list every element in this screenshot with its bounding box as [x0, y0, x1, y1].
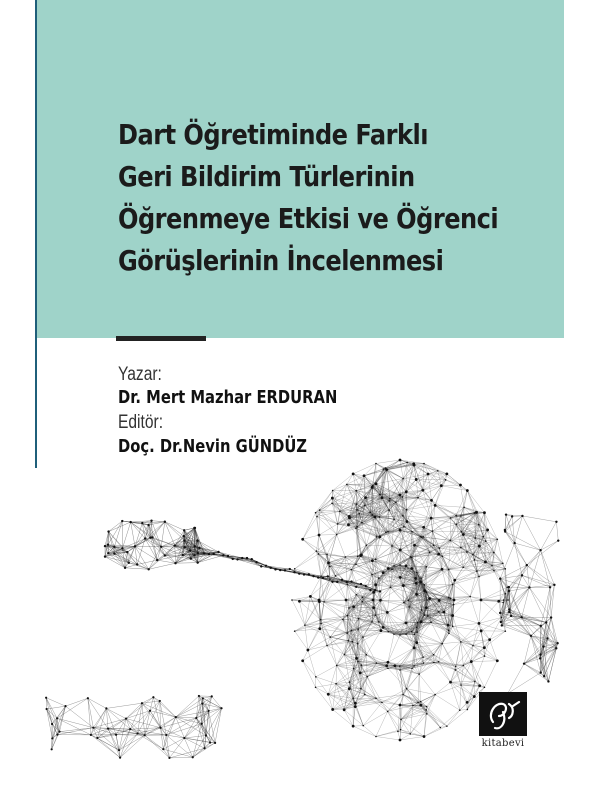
book-title — [118, 114, 499, 282]
dartboard-icon — [291, 459, 509, 742]
publisher-name: kitabevi — [481, 738, 525, 749]
title-line: Görüşlerinin İncelenmesi — [118, 244, 444, 277]
accent-line — [35, 0, 37, 468]
title-line: Geri Bildirim Türlerinin — [118, 160, 415, 193]
author-label: Yazar: — [118, 364, 162, 385]
title-line: Öğrenmeye Etkisi ve Öğrenci — [118, 202, 499, 235]
publisher-logo-mark — [479, 692, 527, 736]
editor-label: Editör: — [118, 412, 164, 433]
editor-name: Doç. Dr.Nevin GÜNDÜZ — [118, 436, 308, 457]
author-name: Dr. Mert Mazhar ERDURAN — [118, 387, 338, 408]
publisher-logo — [479, 692, 527, 754]
title-line: Dart Öğretiminde Farklı — [118, 118, 428, 151]
title-divider — [116, 336, 206, 341]
